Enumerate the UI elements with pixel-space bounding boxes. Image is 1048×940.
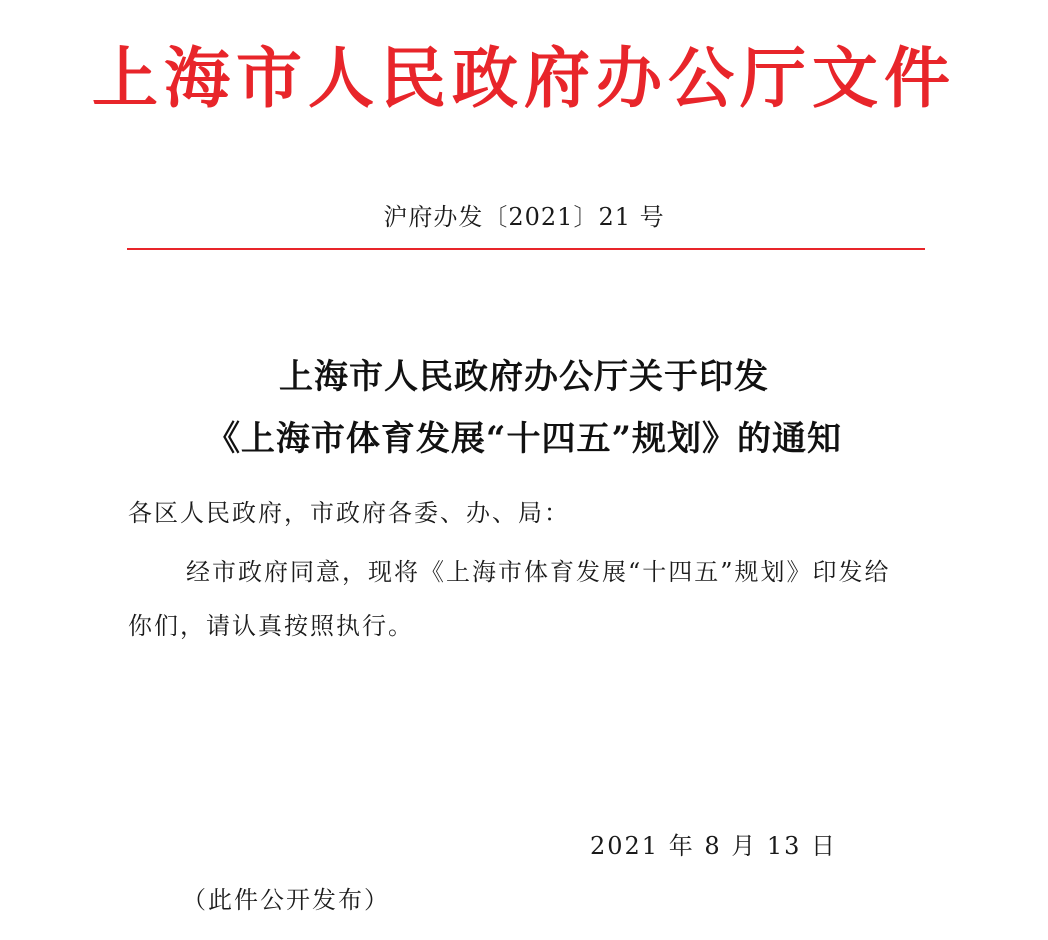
body-line-1: 经市政府同意，现将《上海市体育发展“十四五”规划》印发给	[186, 558, 891, 586]
publication-note: （此件公开发布）	[182, 886, 390, 914]
document-number: 沪府办发〔2021〕21 号	[383, 203, 665, 231]
red-divider-line	[127, 248, 925, 250]
issue-date: 2021 年 8 月 13 日	[590, 832, 838, 860]
addressee: 各区人民政府，市政府各委、办、局：	[128, 499, 570, 527]
body-line-2: 你们，请认真按照执行。	[128, 612, 414, 640]
masthead-title: 上海市人民政府办公厅文件	[92, 39, 956, 117]
body-paragraph	[128, 545, 928, 653]
notice-title-line-2: 《上海市体育发展“十四五”规划》的通知	[205, 419, 843, 459]
notice-title-line-1: 上海市人民政府办公厅关于印发	[279, 357, 769, 397]
notice-title	[0, 346, 1048, 470]
